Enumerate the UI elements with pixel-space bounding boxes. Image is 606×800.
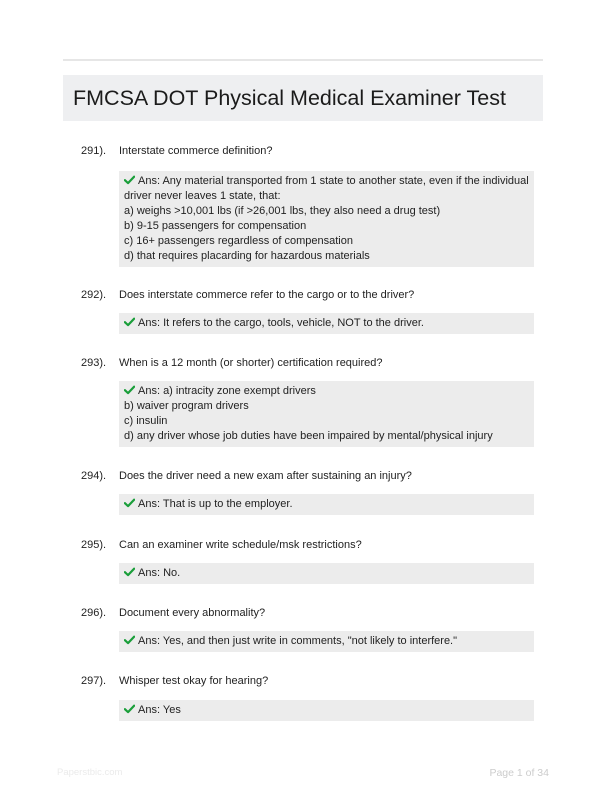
answer-line: Ans: Yes, and then just write in comments, "not likely to interfere.": [124, 634, 529, 649]
check-icon: [124, 175, 135, 185]
check-icon: [124, 498, 135, 508]
question-number: 294).: [81, 470, 107, 482]
answer-box: [119, 171, 534, 267]
question-text: Document every abnormality?: [119, 607, 266, 619]
answer-box: [119, 563, 534, 584]
answer-line: Ans: Any material transported from 1 state to another state, even if the individual: [124, 174, 529, 189]
question-text: Does interstate commerce refer to the cargo or to the driver?: [119, 289, 415, 301]
answer-box: [119, 494, 534, 515]
question-number: 291).: [81, 145, 107, 157]
question-number: 292).: [81, 289, 107, 301]
answer-line: b) waiver program drivers: [124, 400, 249, 412]
check-icon: [124, 385, 135, 395]
answer-line: c) 16+ passengers regardless of compensation: [124, 235, 353, 247]
answer-line: Ans: No.: [124, 566, 529, 581]
question-number: 293).: [81, 357, 107, 369]
question-text: Can an examiner write schedule/msk restrictions?: [119, 539, 362, 551]
question-text: Does the driver need a new exam after sustaining an injury?: [119, 470, 412, 482]
answer-box: [119, 313, 534, 334]
answer-line: Ans: Yes: [124, 703, 529, 718]
answer-box: [119, 631, 534, 652]
question-text: Interstate commerce definition?: [119, 145, 273, 157]
question-text: When is a 12 month (or shorter) certification required?: [119, 357, 383, 369]
answer-line: Ans: a) intracity zone exempt drivers: [124, 384, 529, 399]
answer-line: Ans: It refers to the cargo, tools, vehicle, NOT to the driver.: [124, 316, 529, 331]
answer-line: d) any driver whose job duties have been impaired by mental/physical injury: [124, 430, 493, 442]
answer-line: Ans: That is up to the employer.: [124, 497, 529, 512]
answer-box: [119, 700, 534, 721]
check-icon: [124, 635, 135, 645]
page-number: Page 1 of 34: [489, 767, 549, 779]
answer-line: b) 9-15 passengers for compensation: [124, 220, 307, 232]
check-icon: [124, 317, 135, 327]
question-text: Whisper test okay for hearing?: [119, 675, 269, 687]
answer-line: d) that requires placarding for hazardous materials: [124, 250, 370, 262]
footer-watermark: Paperstbic.com: [57, 767, 123, 778]
title-banner: [63, 75, 543, 121]
answer-line: a) weighs >10,001 lbs (if >26,001 lbs, they also need a drug test): [124, 205, 441, 217]
question-number: 296).: [81, 607, 107, 619]
question-number: 295).: [81, 539, 107, 551]
answer-line: driver never leaves 1 state, that:: [124, 190, 281, 202]
top-divider: [63, 59, 543, 61]
answer-box: [119, 381, 534, 447]
page-title: FMCSA DOT Physical Medical Examiner Test: [73, 85, 506, 110]
check-icon: [124, 567, 135, 577]
check-icon: [124, 704, 135, 714]
question-number: 297).: [81, 675, 107, 687]
answer-line: c) insulin: [124, 415, 168, 427]
